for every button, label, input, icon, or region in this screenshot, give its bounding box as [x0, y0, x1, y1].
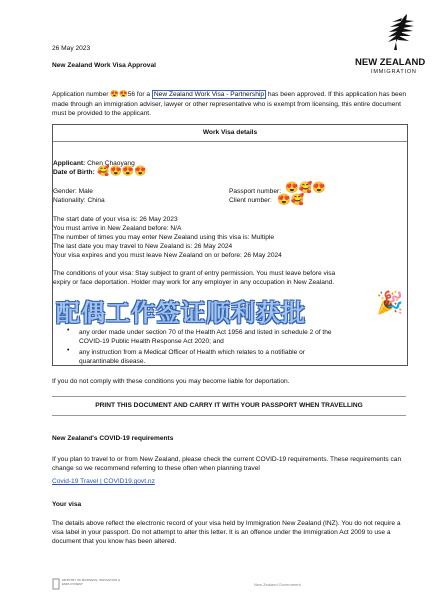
party-popper-icon: 🎉 [376, 290, 404, 315]
intro-paragraph [52, 90, 408, 118]
your-visa-heading: Your visa [52, 501, 82, 508]
deportation-warning: If you do not comply with these conditions you may become liable for deportation. [52, 378, 290, 385]
your-visa-body: The details above reflect the electronic record of your visa held by Immigration New Zealand (INZ). You do not require a visa label in your passport. Do not attempt to alter this letter. It is an offence under the Immigration Act 2009 to use a document that you know has been altered. [52, 520, 401, 545]
print-notice: PRINT THIS DOCUMENT AND CARRY IT WITH YOUR PASSPORT WHEN TRAVELLING [95, 402, 363, 409]
start-date: The start date of your visa is: 26 May 2023 [53, 216, 178, 223]
bullet-1-line-a: any order made under section 70 of the Health Act 1956 and listed in schedule 2 of the [79, 329, 332, 336]
intro-pre: Application number [52, 91, 111, 98]
arrive-before: You must arrive in New Zealand before: N/A [53, 225, 182, 232]
ministry-name: MINISTRY OF BUSINESS, INNOVATION & EMPLOYMENT [62, 578, 120, 586]
visa-type-highlight: New Zealand Work Visa - Partnership [153, 91, 264, 98]
covid-heading: New Zealand's COVID-19 requirements [52, 435, 174, 442]
gender-value: Male [78, 188, 93, 195]
bullet-2-line-b: quarantinable disease. [79, 358, 146, 365]
approval-banner: 配偶工作签证顺利获批 [56, 300, 306, 327]
emoji-sticker-icon: 🥰😍😍😍 [97, 166, 147, 177]
intro-mid: for a [135, 91, 152, 98]
logo-line1: NEW ZEALAND [355, 57, 426, 68]
gender-label: Gender: [53, 188, 77, 195]
print-notice-bottom-rule [52, 415, 406, 416]
letter-date: 26 May 2023 [52, 45, 91, 52]
work-visa-details-box [52, 124, 408, 366]
intro-post: has been approved. If this application has been made through an immigration adviser, lawyer or other representative who is exempt from licensing, this entire document must be provided to the applicant. [52, 91, 407, 117]
nationality-value: China [87, 197, 105, 204]
applicant-label: Applicant: [53, 160, 86, 167]
client-label: Client number: [229, 197, 272, 204]
emoji-sticker-icon: 😍🥰😍 [285, 182, 327, 194]
covid-link-row [52, 477, 402, 486]
nz-government-footer: New Zealand Government [254, 582, 301, 587]
emoji-sticker-icon: 😍🥰 [277, 194, 305, 206]
covid-travel-link[interactable]: Covid-19 Travel | COVID19.govt.nz [52, 478, 155, 485]
last-travel-date: The last date you may travel to New Zealand is: 26 May 2024 [53, 243, 233, 250]
bullet-icon: • [67, 327, 70, 334]
dob-label: Date of Birth: [53, 169, 95, 176]
gender-row [53, 187, 93, 196]
ministry-footer-logo [52, 577, 122, 591]
conditions-line-2: expiry or face deportation. Holder may work for any employer in any occupation in New Zealand. [53, 279, 335, 286]
print-notice-top-rule [52, 396, 406, 397]
number-of-entries: The number of times you may enter New Zealand using this visa is: Multiple [53, 234, 274, 241]
details-heading: Work Visa details [202, 129, 258, 136]
applicant-name: Chen Chaoyang [87, 160, 135, 167]
logo-line2: IMMIGRATION [371, 69, 417, 75]
visa-expiry: Your visa expires and you must leave New Zealand on or before: 26 May 2024 [53, 252, 282, 259]
bullet-2-line-a: any instruction from a Medical Officer of Health which relates to a notifiable or [79, 349, 306, 356]
application-number: 56 [127, 91, 136, 98]
letter-title: New Zealand Work Visa Approval [52, 62, 156, 69]
passport-label: Passport number: [229, 188, 282, 195]
nationality-row [53, 196, 105, 205]
details-divider [53, 141, 407, 142]
coat-of-arms-icon [52, 578, 60, 590]
covid-body: If you plan to travel to or from New Zealand, please check the current COVID-19 requirements. These requirements can change so we recommend referring to these often when planning travel [52, 456, 402, 472]
bullet-icon: • [67, 347, 70, 354]
conditions-line-1: The conditions of your visa: Stay subject to grant of entry permission. You must leave before visa [53, 270, 336, 277]
bullet-1-line-b: COVID-19 Public Health Response Act 2020; and [79, 338, 224, 345]
nationality-label: Nationality: [53, 197, 86, 204]
emoji-sticker-icon: 😍😍 [110, 91, 128, 98]
